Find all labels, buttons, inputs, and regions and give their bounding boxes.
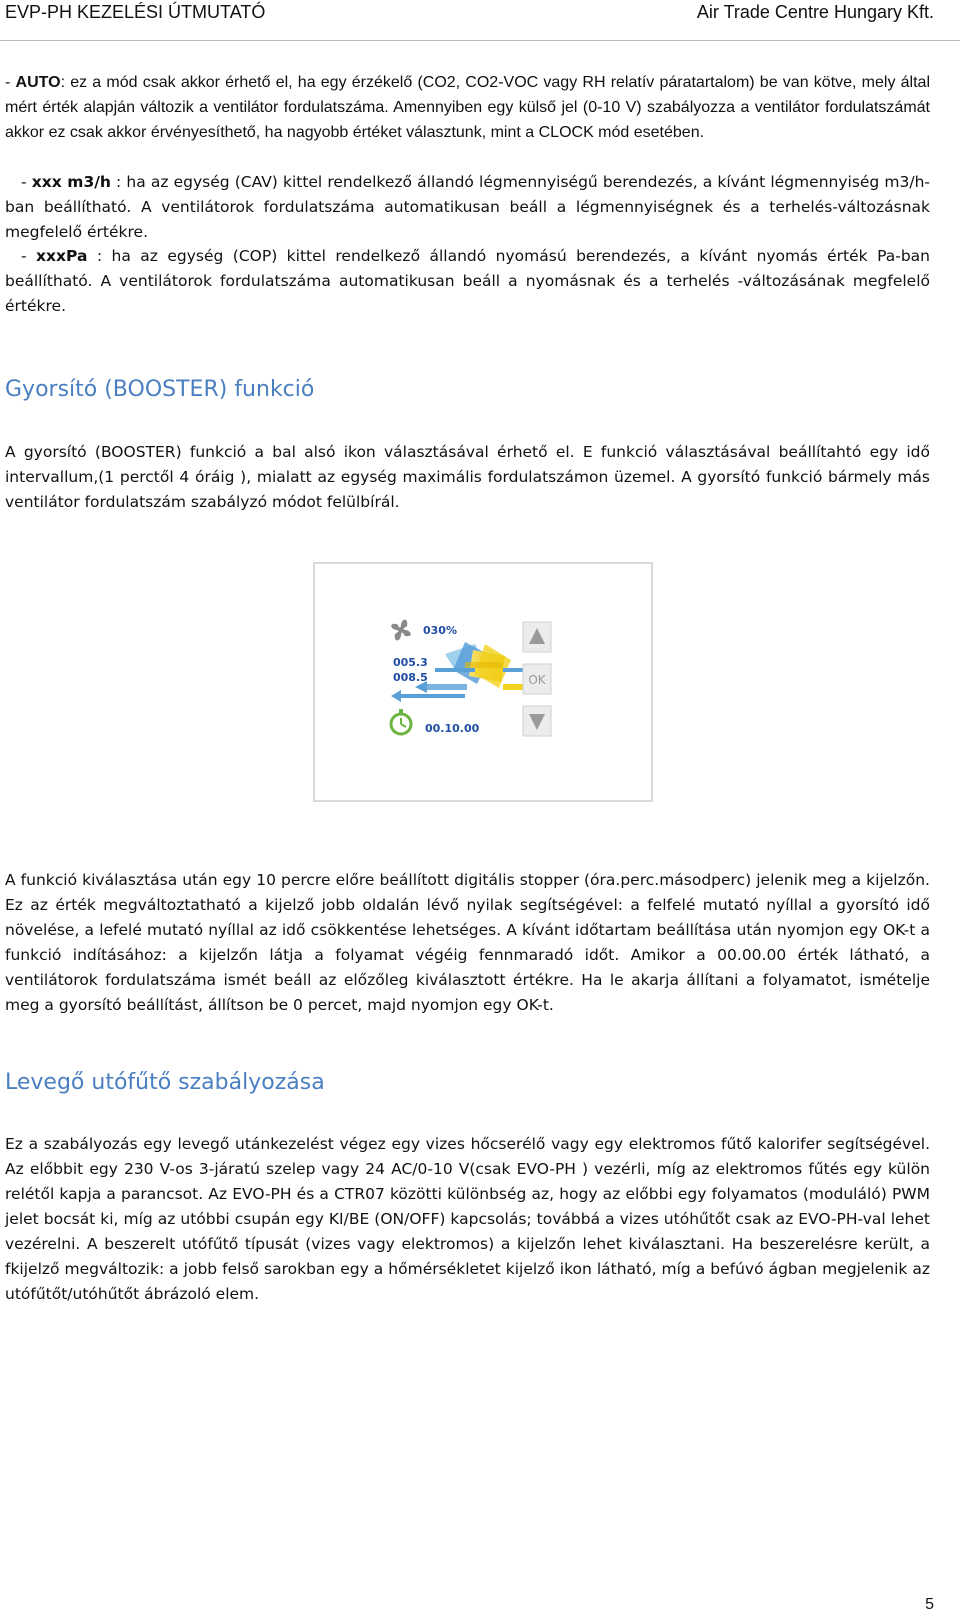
booster-heading: Gyorsító (BOOSTER) funkció xyxy=(5,377,315,402)
booster-description: A funkció kiválasztása után egy 10 percre előre beállított digitális stopper (óra.perc.másodperc) jelenik meg a kijelzőn. Ez az érték megváltoztatható a kijelző jobb oldalán lévő nyilak segítségével: a felfelé mutató nyíllal a gyorsító idő növelése, a lefelé mutató nyíllal az idő csökkentése lehetséges. A kívánt időtartam beállítása után nyomjon egy OK-t a funkció indításához: a kijelzőn látja a folyamat végéig fennmaradó időt. Amikor a 00.00.00 érték látható, a ventilátorok fordulatszáma ismét beáll az előzőleg kiválasztott értékre. Ha le akarja állítani a folyamatot, ismételje meg a gyorsító beállítást, állítson be 0 percet, majd nyomjon egy OK-t. xyxy=(5,871,930,1014)
ok-label: OK xyxy=(528,673,546,687)
fan-speed-value: 030% xyxy=(423,624,457,637)
cop-label: xxxPa xyxy=(36,247,88,265)
cav-label: xxx m3/h xyxy=(31,173,111,191)
controller-display-figure xyxy=(313,562,653,802)
reheater-description: Ez a szabályozás egy levegő utánkezelést végez egy vizes hőcserélő vagy egy elektromos fűtő kalorifer segítségével. Az előbbit egy 230 V-os 3-járatú szelep vagy 24 AC/0-10 V(csak EVO-PH ) vezérli, míg az elektromos fűtés egy külön relétől kapja a parancsot. Az EVO-PH és a CTR07 közötti különbség az, hogy az előbbi egy folyamatos (moduláló) PWM jelet bocsát ki, míg az utóbbi csupán egy KI/BE (ON/OFF) kapcsolás; továbbá a vizes utóhűtőt csak az EVO-PH-val lehet vezérelni. A beszerelt utófűtő típusát (vizes vagy elektromos) a kijelzőn lehet kiválasztani. Ha beszerelésre került, a fkijelző megváltozik: a jobb felső sarokban egy a hőmérsékletet kijelző ikon látható, míg a befúvó ágban megjelenik az utófűtőt/utóhűtőt ábrázoló elem. xyxy=(5,1135,930,1303)
header-company: Air Trade Centre Hungary Kft. xyxy=(696,2,934,22)
paragraph-auto-mode: - AUTO: ez a mód csak akkor érhető el, ha egy érzékelő (CO2, CO2-VOC vagy RH relatív páratartalom) be van kötve, mely által mért érték alapján változik a ventilátor fordulatszáma. Amennyiben egy külső jel (0-10 V) szabályozza a ventilátor fordulatszámát akkor ez csak akkor érvényesíthető, ha nagyobb értéket választunk, mint a CLOCK mód esetében. xyxy=(5,74,931,141)
paragraph-cop-mode: - xxxPa : ha az egység (COP) kittel rendelkező állandó nyomású berendezés, a kívánt nyomás érték Pa-ban beállítható. A ventilátorok fordulatszáma automatikusan beáll a nyomásnak és a terhelés -változásának megfelelő értékre. xyxy=(5,247,930,315)
booster-timer: 00.10.00 xyxy=(425,722,480,735)
paragraph-cav-mode: - xxx m3/h : ha az egység (CAV) kittel rendelkező állandó légmennyiségű berendezés, a kívánt légmennyiség m3/h-ban beállítható. A ventilátorok fordulatszáma automatikusan beáll a légmennyiségnek és a terhelés-változásnak megfelelő értékre. xyxy=(5,173,930,241)
page-header xyxy=(0,0,960,41)
controller-display xyxy=(315,564,651,800)
page-number: 5 xyxy=(925,1596,934,1613)
ok-button[interactable] xyxy=(523,664,551,694)
up-arrow-button[interactable] xyxy=(523,622,551,652)
booster-intro: A gyorsító (BOOSTER) funkció a bal alsó ikon választásával érhető el. E funkció választásával beállítahtó egy idő intervallum,(1 perctől 4 óráig ), mialatt az egység maximális fordulatszámon üzemel. A gyorsító funkció bármely más ventilátor fordulatszám szabályzó módot felülbírál. xyxy=(5,443,930,511)
auto-label: AUTO xyxy=(15,74,61,91)
display-value-2: 008.5 xyxy=(393,671,428,684)
display-value-1: 005.3 xyxy=(393,656,428,669)
down-arrow-button[interactable] xyxy=(523,706,551,736)
header-title: EVP-PH KEZELÉSI ÚTMUTATÓ xyxy=(5,2,266,22)
reheater-heading: Levegő utófűtő szabályozása xyxy=(5,1070,325,1095)
